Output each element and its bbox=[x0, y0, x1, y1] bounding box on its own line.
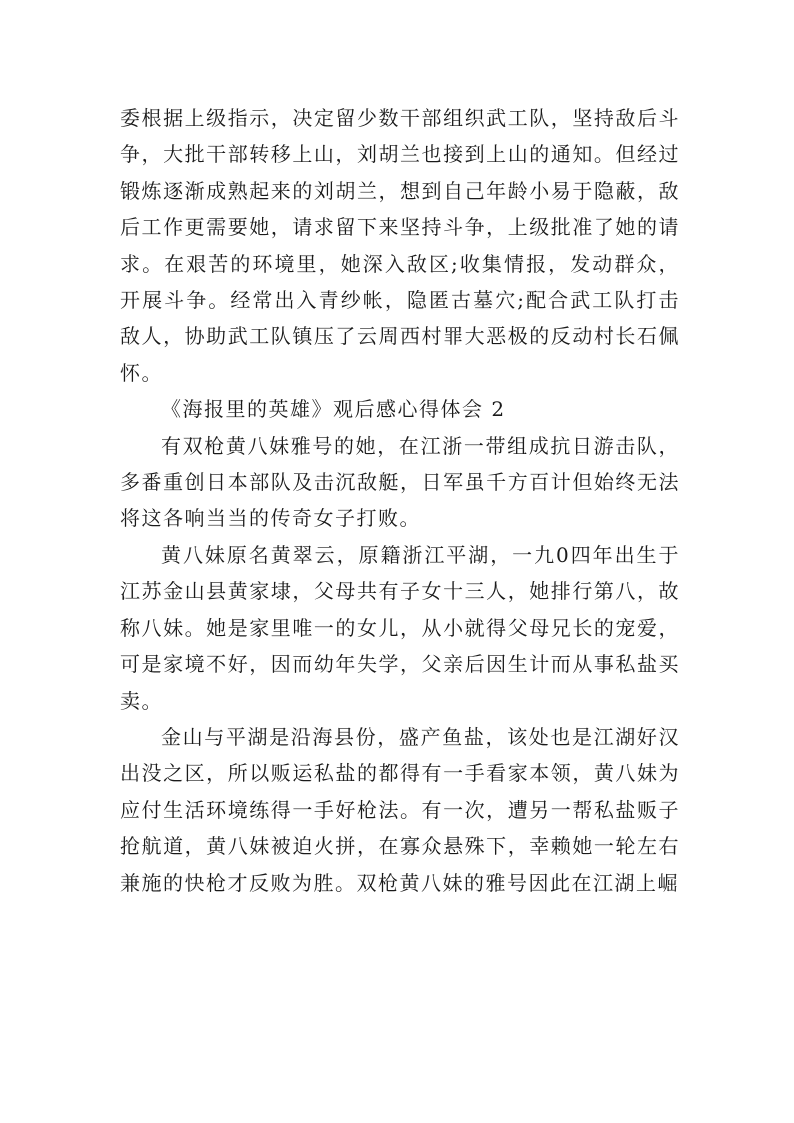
paragraph-body-3: 金山与平湖是沿海县份，盛产鱼盐，该处也是江湖好汉出没之区，所以贩运私盐的都得有一手看家本领，黄八妹为应付生活环境练得一手好枪法。有一次，遭另一帮私盐贩子抢航道，黄八妹被迫火拼，在寡众悬殊下，幸赖她一轮左右兼施的快枪才反败为胜。双枪黄八妹的雅号因此在江湖上崛 bbox=[120, 724, 680, 895]
paragraph-body-2: 黄八妹原名黄翠云，原籍浙江平湖，一九0四年出生于江苏金山县黄家埭，父母共有子女十三人，她排行第八，故称八妹。她是家里唯一的女儿，从小就得父母兄长的宠爱，可是家境不好，因而幼年失学，父亲后因生计而从事私盐买卖。 bbox=[120, 542, 680, 713]
paragraph-continuation: 委根据上级指示，决定留少数干部组织武工队，坚持敌后斗争，大批干部转移上山，刘胡兰也接到上山的通知。但经过锻炼逐渐成熟起来的刘胡兰，想到自己年龄小易于隐蔽，敌后工作更需要她，请求留下来坚持斗争，上级批准了她的请求。在艰苦的环境里，她深入敌区;收集情报，发动群众，开展斗争。经常出入青纱帐，隐匿古墓穴;配合武工队打击敌人，协助武工队镇压了云周西村罪大恶极的反动村长石佩怀。 bbox=[120, 106, 680, 385]
paragraph-body-1: 有双枪黄八妹雅号的她，在江浙一带组成抗日游击队，多番重创日本部队及击沉敌艇，日军虽千方百计但始终无法将这各响当当的传奇女子打败。 bbox=[120, 433, 680, 531]
section-heading: 《海报里的英雄》观后感心得体会 2 bbox=[161, 397, 506, 422]
document-page bbox=[120, 100, 680, 901]
